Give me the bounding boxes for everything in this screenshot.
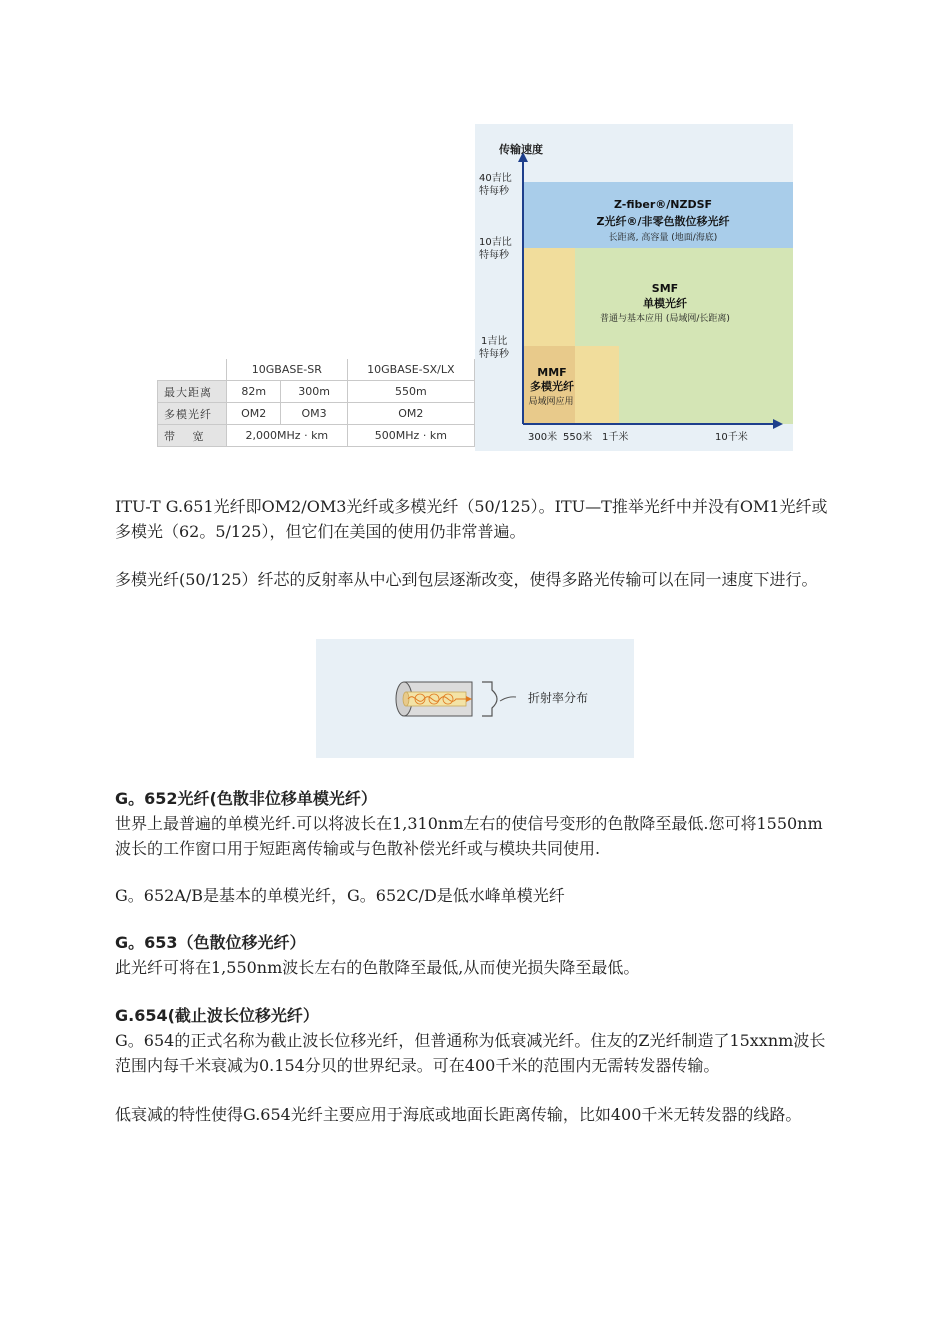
y-tick-label: 特每秒 bbox=[479, 186, 509, 197]
fiber-refractive-figure bbox=[316, 639, 634, 758]
heading-g652: G。652光纤(色散非位移单模光纤） bbox=[115, 789, 377, 808]
paragraph-g654-body: G。654的正式名称为截止波长位移光纤，但普通称为低衰减光纤。住友的Z光纤制造了15xxnm波长范围内每千米衰减为0.154分贝的世界纪录。可在400千米的范围内无需转发器传输。 bbox=[115, 1031, 826, 1075]
y-tick-label: 特每秒 bbox=[479, 250, 509, 261]
table-row bbox=[158, 381, 475, 403]
paragraph-multimode: 多模光纤(50/125）纤芯的反射率从中心到包层逐渐改变，使得多路光传输可以在同一速度下进行。 bbox=[115, 570, 818, 589]
z-fiber-desc: 长距离, 高容量 (地面/海底) bbox=[608, 233, 718, 243]
table-row bbox=[158, 403, 475, 425]
table-cell: 2,000MHz · km bbox=[227, 425, 348, 447]
spec-table bbox=[157, 359, 475, 447]
y-axis-title: 传输速度 bbox=[499, 143, 543, 156]
x-tick-label: 300米 bbox=[528, 432, 558, 443]
paragraph-g654-application: 低衰减的特性使得G.654光纤主要应用于海底或地面长距离传输，比如400千米无转发器的线路。 bbox=[115, 1105, 802, 1124]
smf-desc: 普通与基本应用 (局域网/长距离) bbox=[600, 314, 730, 324]
paragraph-g652-body: 世界上最普遍的单模光纤.可以将波长在1,310nm左右的使信号变形的色散降至最低.您可将1550nm波长的工作窗口用于短距离传输或与色散补偿光纤或与模块共同使用. bbox=[115, 814, 823, 858]
table-cell: OM2 bbox=[347, 403, 474, 425]
fiber-cable-icon bbox=[396, 682, 472, 716]
heading-g653: G。653（色散位移光纤） bbox=[115, 933, 306, 952]
table-header-row bbox=[158, 359, 475, 381]
paragraph-g653-body: 此光纤可将在1,550nm波长左右的色散降至最低,从而使光损失降至最低。 bbox=[115, 958, 640, 977]
table-header-cell: 10GBASE-SR bbox=[227, 359, 348, 381]
y-tick-label: 特每秒 bbox=[479, 349, 509, 360]
table-row-label: 多模光纤 bbox=[158, 403, 227, 425]
x-tick-label: 1千米 bbox=[602, 432, 629, 443]
table-row bbox=[158, 425, 475, 447]
table-row-label: 最大距离 bbox=[158, 381, 227, 403]
mmf-title: MMF bbox=[537, 366, 567, 379]
table-row-label: 带 宽 bbox=[158, 425, 227, 447]
fiber-type-chart bbox=[475, 124, 793, 451]
table-header-cell: 10GBASE-SX/LX bbox=[347, 359, 474, 381]
mmf-subtitle: 多模光纤 bbox=[530, 380, 574, 393]
y-tick-label: 40吉比 bbox=[479, 173, 512, 184]
table-cell: OM3 bbox=[281, 403, 347, 425]
y-tick-label: 1吉比 bbox=[481, 336, 508, 347]
paragraph-g651: ITU-T G.651光纤即OM2/OM3光纤或多模光纤（50/125）。ITU—T推举光纤中并没有OM1光纤或多模光（62。5/125），但它们在美国的使用仍非常普遍。 bbox=[115, 497, 828, 541]
z-fiber-subtitle: Z光纤®/非零色散位移光纤 bbox=[596, 215, 730, 228]
heading-g654: G.654(截止波长位移光纤） bbox=[115, 1006, 319, 1025]
table-cell: 500MHz · km bbox=[347, 425, 474, 447]
paragraph-g652-types: G。652A/B是基本的单模光纤，G。652C/D是低水峰单模光纤 bbox=[115, 886, 565, 905]
table-cell: 300m bbox=[281, 381, 347, 403]
table-cell: OM2 bbox=[227, 403, 281, 425]
x-tick-label: 550米 bbox=[563, 432, 593, 443]
table-cell: 82m bbox=[227, 381, 281, 403]
table-cell: 550m bbox=[347, 381, 474, 403]
mmf-desc: 局域网应用 bbox=[528, 397, 574, 407]
y-tick-label: 10吉比 bbox=[479, 237, 512, 248]
table-corner-cell bbox=[158, 359, 227, 381]
smf-subtitle: 单模光纤 bbox=[643, 297, 687, 310]
refractive-label: 折射率分布 bbox=[528, 691, 589, 705]
z-fiber-title: Z-fiber®/NZDSF bbox=[613, 198, 713, 211]
smf-title: SMF bbox=[651, 282, 679, 295]
x-tick-label: 10千米 bbox=[715, 432, 748, 443]
mmf-zone-middle bbox=[575, 346, 619, 424]
